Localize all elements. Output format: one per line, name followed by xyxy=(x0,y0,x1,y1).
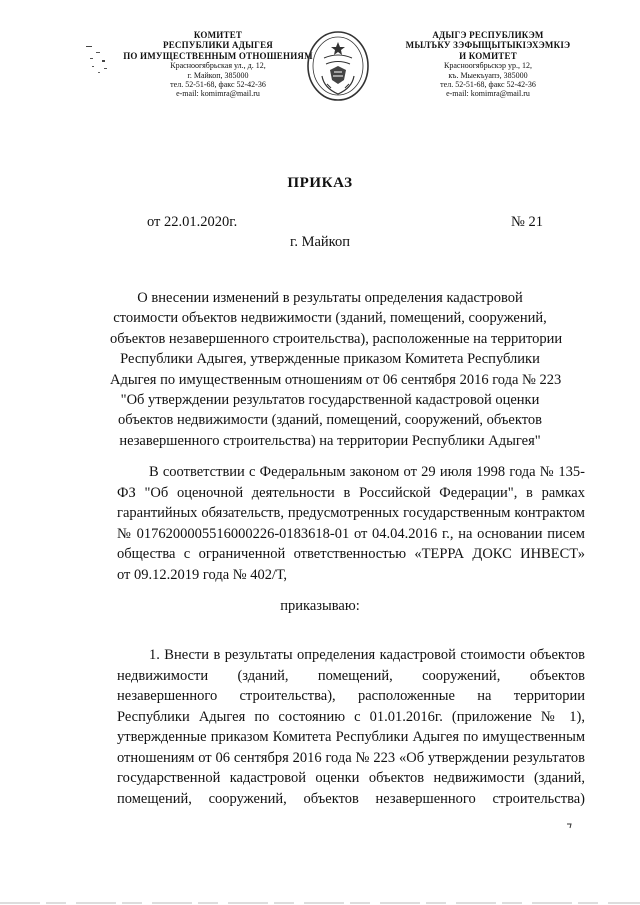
subject-line: объектов недвижимости (зданий, помещений, сооружений, объектов xyxy=(118,412,542,429)
org-name-line: ПО ИМУЩЕСТВЕННЫМ ОТНОШЕНИЯМ xyxy=(123,50,313,61)
document-title: ПРИКАЗ xyxy=(287,175,353,191)
subject-line: Республики Адыгея, утвержденные приказом Комитета Республики xyxy=(120,351,540,368)
document-city: г. Майкоп xyxy=(290,234,350,250)
paragraph-line: помещений, сооружений, объектов незавершенного строительства) xyxy=(117,790,585,807)
item-1-paragraph xyxy=(117,645,585,809)
address-line: Красноогябрьская ул., д. 12, xyxy=(170,61,266,71)
org-name-line: МЫЛЪКУ ЗЭФЫЩЫТЫКІЭХЭМКІЭ xyxy=(405,40,571,51)
phone-line: тел. 52-51-68, факс 52-42-36 xyxy=(170,79,266,89)
email-line: e-mail: komimra@mail.ru xyxy=(176,89,260,99)
header-left xyxy=(108,30,328,98)
paragraph-line: ФЗ "Об оценочной деятельности в Российской Федерации", в рамках xyxy=(117,484,585,501)
document-subject xyxy=(110,288,563,451)
header-right xyxy=(388,30,588,98)
preamble-paragraph xyxy=(117,462,585,585)
paragraph-line: 1. Внести в результаты определения кадастровой стоимости объектов xyxy=(149,647,585,663)
org-name-line: АДЫГЭ РЕСПУБЛИКЭМ xyxy=(432,30,544,40)
scan-bottom-edge xyxy=(0,895,640,905)
org-name-line: КОМИТЕТ xyxy=(193,30,243,40)
paragraph-line: В соответствии с Федеральным законом от 29 июля 1998 года № 135- xyxy=(149,464,585,480)
document-number: № 21 xyxy=(511,214,543,230)
scan-mark xyxy=(566,822,574,830)
org-name-line: РЕСПУБЛИКИ АДЫГЕЯ xyxy=(163,40,273,51)
subject-line: незавершенного строительства) на территории Республики Адыгея" xyxy=(119,432,541,449)
address-line: г. Майкоп, 385000 xyxy=(187,70,249,80)
paragraph-line: общества с ограниченной ответственностью «ТЕРРА ДОКС ИНВЕСТ» xyxy=(117,546,585,562)
subject-line: стоимости объектов недвижимости (зданий, помещений, сооружений, xyxy=(113,310,547,327)
org-name-line: И КОМИТЕТ xyxy=(459,50,517,61)
subject-line: Адыгея по имущественным отношениям от 06 сентября 2016 года № 223 xyxy=(110,371,562,388)
paragraph-line: отношениям от 06 сентября 2016 года № 223 «Об утверждении результатов xyxy=(117,749,585,766)
paragraph-line: Республики Адыгея по состоянию с 01.01.2016г. (приложение № 1), xyxy=(117,708,585,725)
paragraph-line: № 0176200005516000226-0183618-01 от 04.04.2016 г., на основании писем xyxy=(117,525,585,542)
paragraph-line: гарантийных обязательств, предусмотренных государственным контрактом xyxy=(117,505,585,521)
paragraph-line: незавершенного строительства), расположенные на территории xyxy=(117,688,585,704)
paragraph-line: утвержденные приказом Комитета Республики Адыгея по имущественным xyxy=(117,729,585,745)
subject-line: объектов незавершенного строительства), расположенные на территории xyxy=(110,330,563,347)
address-line: къ. Мыекъуапэ, 385000 xyxy=(448,70,528,80)
paragraph-line: недвижимости (зданий, помещений, сооружений, объектов xyxy=(117,667,585,684)
document-date: от 22.01.2020г. xyxy=(147,214,238,230)
email-line: e-mail: komimra@mail.ru xyxy=(446,89,530,99)
paragraph-line: государственной кадастровой оценки объектов недвижимости (зданий, xyxy=(117,770,585,786)
coat-of-arms-icon xyxy=(304,28,372,104)
subject-line: "Об утверждении результатов государственной кадастровой оценки xyxy=(120,392,540,409)
address-line: Красноогябрьскэр ур., 12, xyxy=(444,61,532,71)
paragraph-line: от 09.12.2019 года № 402/Т, xyxy=(117,566,288,583)
subject-line: О внесении изменений в результаты определения кадастровой xyxy=(137,290,523,306)
order-word: приказываю: xyxy=(280,598,360,614)
phone-line: тел. 52-51-68, факс 52-42-36 xyxy=(440,79,536,89)
